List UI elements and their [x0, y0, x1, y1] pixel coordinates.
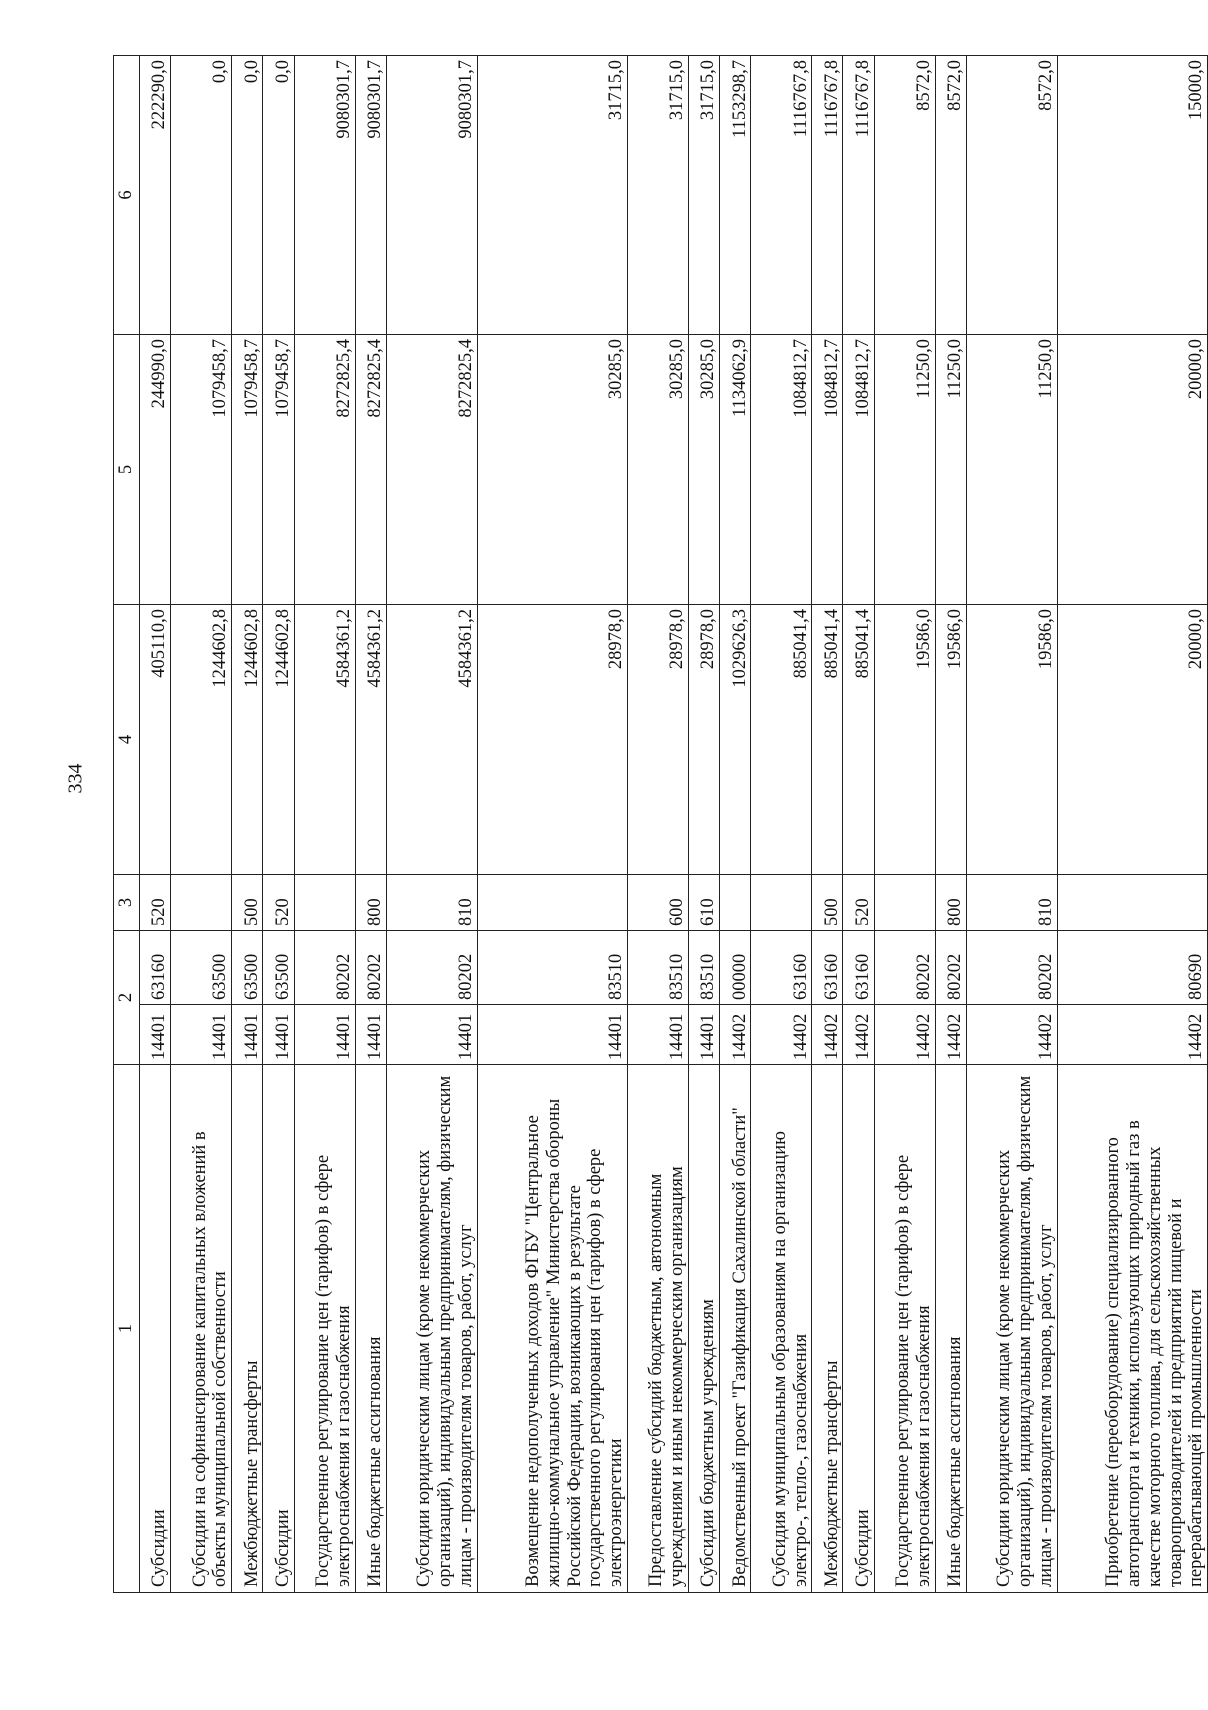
row-direction-code: 63500: [171, 931, 232, 1005]
table-row: [966, 56, 1057, 1593]
row-value-col5: 30285,0: [688, 335, 719, 605]
row-value-col6: 9080301,7: [294, 56, 355, 335]
row-direction-code: 63160: [140, 931, 171, 1005]
row-value-col5: 1079458,7: [171, 335, 232, 605]
row-description: Межбюджетные трансферты: [232, 1065, 263, 1593]
row-value-col6: 31715,0: [477, 56, 627, 335]
row-value-col4: 20000,0: [1057, 605, 1207, 875]
row-value-col5: 8272825,4: [355, 335, 386, 605]
row-value-col4: 1244602,8: [232, 605, 263, 875]
row-direction-code: 00000: [720, 931, 751, 1005]
row-description: Межбюджетные трансферты: [812, 1065, 843, 1593]
row-value-col4: 28978,0: [627, 605, 688, 875]
row-expense-type: [874, 875, 935, 931]
page-number: 334: [64, 763, 87, 794]
row-target-code: 14401: [627, 1005, 688, 1065]
row-expense-type: [1057, 875, 1207, 931]
row-direction-code: 80202: [874, 931, 935, 1005]
table-row: [874, 56, 935, 1593]
row-target-code: 14401: [355, 1005, 386, 1065]
header-col-3: 3: [114, 875, 140, 931]
table-row: [1057, 56, 1207, 1593]
row-target-code: 14401: [171, 1005, 232, 1065]
row-expense-type: [171, 875, 232, 931]
row-direction-code: 80202: [294, 931, 355, 1005]
row-value-col6: 222290,0: [140, 56, 171, 335]
row-description: Возмещение недополученных доходов ФГБУ "Центральное жилищно-коммунальное управление" Министерства обороны Российской Федерации, возникающих в результате государственного регулирования цен (тарифов) в сфере электроэнергетики: [477, 1065, 627, 1593]
table-row: [812, 56, 843, 1593]
row-value-col4: 4584361,2: [355, 605, 386, 875]
row-description: Приобретение (переоборудование) специализированного автотранспорта и техники, использующих природный газ в качестве моторного топлива, для сельскохозяйственных товаропроизводителей и предприятий пищевой и перерабатывающей промышленности: [1057, 1065, 1207, 1593]
row-value-col4: 405110,0: [140, 605, 171, 875]
row-target-code: 14402: [935, 1005, 966, 1065]
row-target-code: 14402: [751, 1005, 812, 1065]
row-description: Предоставление субсидий бюджетным, автономным учреждениям и иным некоммерческим организациям: [627, 1065, 688, 1593]
row-direction-code: 63500: [263, 931, 294, 1005]
row-description: Субсидия муниципальным образованиям на организацию электро-, тепло-, газоснабжения: [751, 1065, 812, 1593]
table-row: [386, 56, 477, 1593]
row-value-col5: 1079458,7: [263, 335, 294, 605]
row-value-col6: 31715,0: [688, 56, 719, 335]
row-direction-code: 80202: [935, 931, 966, 1005]
table-row: [232, 56, 263, 1593]
row-value-col5: 11250,0: [935, 335, 966, 605]
row-value-col4: 19586,0: [874, 605, 935, 875]
row-value-col5: 11250,0: [874, 335, 935, 605]
header-col-6: 6: [114, 56, 140, 335]
table-row: [627, 56, 688, 1593]
header-col-2: 2: [114, 931, 140, 1065]
row-value-col6: 8572,0: [874, 56, 935, 335]
row-expense-type: 600: [627, 875, 688, 931]
budget-table: [113, 55, 1208, 1593]
row-value-col5: 1134062,9: [720, 335, 751, 605]
row-value-col5: 30285,0: [477, 335, 627, 605]
row-description: Субсидии бюджетным учреждениям: [688, 1065, 719, 1593]
row-expense-type: 520: [843, 875, 874, 931]
row-value-col5: 1079458,7: [232, 335, 263, 605]
row-target-code: 14402: [966, 1005, 1057, 1065]
row-value-col6: 8572,0: [935, 56, 966, 335]
row-value-col6: 9080301,7: [355, 56, 386, 335]
row-expense-type: [477, 875, 627, 931]
row-description: Субсидии: [843, 1065, 874, 1593]
table-row: [171, 56, 232, 1593]
row-direction-code: 83510: [627, 931, 688, 1005]
row-value-col4: 1244602,8: [171, 605, 232, 875]
row-description: Государственное регулирование цен (тарифов) в сфере электроснабжения и газоснабжения: [294, 1065, 355, 1593]
row-value-col6: 0,0: [232, 56, 263, 335]
row-value-col4: 885041,4: [751, 605, 812, 875]
row-expense-type: 520: [263, 875, 294, 931]
row-expense-type: 500: [812, 875, 843, 931]
row-value-col6: 0,0: [171, 56, 232, 335]
row-expense-type: 520: [140, 875, 171, 931]
row-expense-type: 810: [966, 875, 1057, 931]
row-value-col5: 244990,0: [140, 335, 171, 605]
row-value-col6: 0,0: [263, 56, 294, 335]
row-target-code: 14401: [386, 1005, 477, 1065]
row-value-col4: 28978,0: [477, 605, 627, 875]
row-direction-code: 63160: [812, 931, 843, 1005]
header-col-5: 5: [114, 335, 140, 605]
table-body: [140, 56, 1208, 1593]
row-target-code: 14402: [812, 1005, 843, 1065]
row-value-col6: 1153298,7: [720, 56, 751, 335]
row-direction-code: 80202: [966, 931, 1057, 1005]
row-target-code: 14401: [140, 1005, 171, 1065]
row-value-col5: 8272825,4: [294, 335, 355, 605]
header-col-1: 1: [114, 1065, 140, 1593]
row-value-col4: 4584361,2: [294, 605, 355, 875]
row-description: Субсидии на софинансирование капитальных вложений в объекты муниципальной собственности: [171, 1065, 232, 1593]
table-row: [751, 56, 812, 1593]
row-description: Субсидии юридическим лицам (кроме некоммерческих организаций), индивидуальным предпринимателям, физическим лицам - производителям товаров, работ, услуг: [966, 1065, 1057, 1593]
header-col-4: 4: [114, 605, 140, 875]
row-expense-type: 800: [935, 875, 966, 931]
table-row: [720, 56, 751, 1593]
row-value-col6: 15000,0: [1057, 56, 1207, 335]
table-row: [263, 56, 294, 1593]
row-expense-type: 500: [232, 875, 263, 931]
row-target-code: 14401: [232, 1005, 263, 1065]
row-target-code: 14401: [263, 1005, 294, 1065]
table-row: [140, 56, 171, 1593]
row-direction-code: 63160: [843, 931, 874, 1005]
row-expense-type: [751, 875, 812, 931]
row-direction-code: 83510: [477, 931, 627, 1005]
row-target-code: 14402: [843, 1005, 874, 1065]
row-direction-code: 63160: [751, 931, 812, 1005]
row-target-code: 14402: [874, 1005, 935, 1065]
row-description: Иные бюджетные ассигнования: [355, 1065, 386, 1593]
row-target-code: 14402: [720, 1005, 751, 1065]
row-value-col6: 8572,0: [966, 56, 1057, 335]
row-description: Субсидии: [263, 1065, 294, 1593]
row-value-col4: 19586,0: [966, 605, 1057, 875]
row-target-code: 14401: [688, 1005, 719, 1065]
row-value-col5: 8272825,4: [386, 335, 477, 605]
table-row: [935, 56, 966, 1593]
table-row: [843, 56, 874, 1593]
row-description: Иные бюджетные ассигнования: [935, 1065, 966, 1593]
row-expense-type: 810: [386, 875, 477, 931]
row-value-col5: 30285,0: [627, 335, 688, 605]
row-direction-code: 83510: [688, 931, 719, 1005]
row-value-col4: 1244602,8: [263, 605, 294, 875]
row-value-col6: 9080301,7: [386, 56, 477, 335]
row-expense-type: [294, 875, 355, 931]
row-direction-code: 80690: [1057, 931, 1207, 1005]
row-expense-type: 610: [688, 875, 719, 931]
row-target-code: 14401: [294, 1005, 355, 1065]
row-value-col5: 1084812,7: [843, 335, 874, 605]
row-target-code: 14401: [477, 1005, 627, 1065]
row-description: Субсидии юридическим лицам (кроме некоммерческих организаций), индивидуальным предпринимателям, физическим лицам - производителям товаров, работ, услуг: [386, 1065, 477, 1593]
row-value-col5: 20000,0: [1057, 335, 1207, 605]
row-value-col6: 31715,0: [627, 56, 688, 335]
row-target-code: 14402: [1057, 1005, 1207, 1065]
table-row: [477, 56, 627, 1593]
row-description: Субсидии: [140, 1065, 171, 1593]
row-expense-type: [720, 875, 751, 931]
row-value-col4: 19586,0: [935, 605, 966, 875]
header-row: [114, 56, 140, 1593]
row-value-col5: 1084812,7: [751, 335, 812, 605]
rotated-table-wrapper: [113, 56, 1208, 1593]
row-value-col4: 28978,0: [688, 605, 719, 875]
row-expense-type: 800: [355, 875, 386, 931]
row-value-col4: 885041,4: [812, 605, 843, 875]
row-value-col5: 1084812,7: [812, 335, 843, 605]
table-row: [688, 56, 719, 1593]
row-direction-code: 63500: [232, 931, 263, 1005]
row-description: Ведомственный проект "Газификация Сахалинской области": [720, 1065, 751, 1593]
row-value-col4: 4584361,2: [386, 605, 477, 875]
row-description: Государственное регулирование цен (тарифов) в сфере электроснабжения и газоснабжения: [874, 1065, 935, 1593]
row-value-col6: 1116767,8: [751, 56, 812, 335]
row-value-col4: 885041,4: [843, 605, 874, 875]
row-value-col5: 11250,0: [966, 335, 1057, 605]
table-row: [355, 56, 386, 1593]
table-row: [294, 56, 355, 1593]
row-value-col6: 1116767,8: [843, 56, 874, 335]
row-direction-code: 80202: [386, 931, 477, 1005]
row-value-col4: 1029626,3: [720, 605, 751, 875]
row-direction-code: 80202: [355, 931, 386, 1005]
row-value-col6: 1116767,8: [812, 56, 843, 335]
